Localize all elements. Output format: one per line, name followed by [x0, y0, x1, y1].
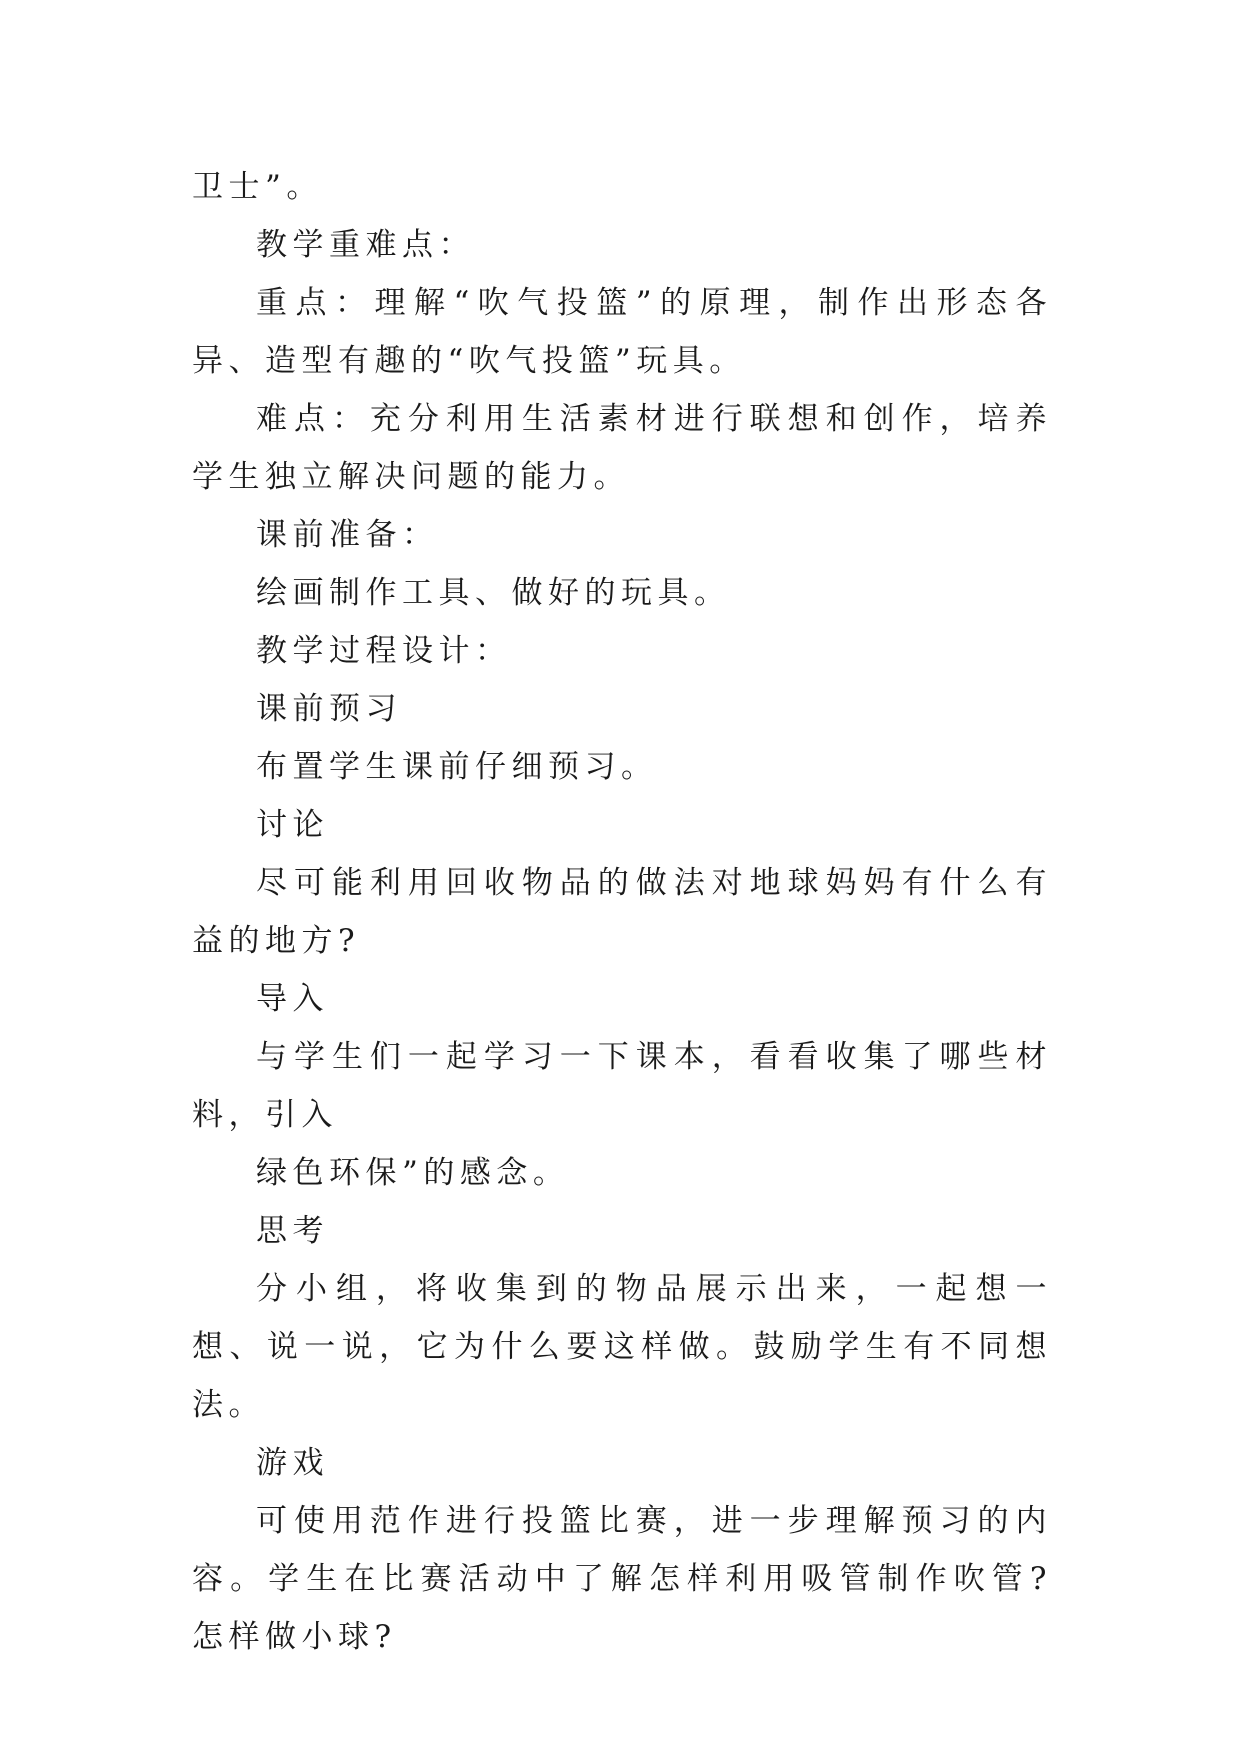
paragraph-thinking: 分小组，将收集到的物品展示出来，一起想一想、说一说，它为什么要这样做。鼓励学生有不同想法。 — [192, 1271, 1052, 1423]
paragraph-continuation: 卫士”。 — [192, 169, 323, 205]
heading-preparation: 课前准备： — [256, 517, 439, 553]
paragraph-game: 可使用范作进行投篮比赛，进一步理解预习的内容。学生在比赛活动中了解怎样利用吸管制作吹管?怎样做小球? — [192, 1503, 1052, 1655]
paragraph-introduction-continued: 绿色环保”的感念。 — [256, 1155, 570, 1191]
heading-game: 游戏 — [256, 1445, 329, 1481]
heading-discussion: 讨论 — [256, 807, 329, 843]
heading-thinking: 思考 — [256, 1213, 329, 1249]
document-body — [192, 158, 1052, 1666]
paragraph-introduction: 与学生们一起学习一下课本，看看收集了哪些材料，引入 — [192, 1039, 1052, 1133]
heading-introduction: 导入 — [256, 981, 329, 1017]
heading-key-difficult-points: 教学重难点： — [256, 227, 475, 263]
paragraph-preview: 布置学生课前仔细预习。 — [256, 749, 658, 785]
paragraph-discussion: 尽可能利用回收物品的做法对地球妈妈有什么有益的地方? — [192, 865, 1052, 959]
paragraph-difficult-point: 难点：充分利用生活素材进行联想和创作，培养学生独立解决问题的能力。 — [192, 401, 1052, 495]
paragraph-key-point: 重点：理解“吹气投篮”的原理，制作出形态各异、造型有趣的“吹气投篮”玩具。 — [192, 285, 1052, 379]
paragraph-preparation: 绘画制作工具、做好的玩具。 — [256, 575, 731, 611]
heading-preview: 课前预习 — [256, 691, 402, 727]
heading-teaching-process: 教学过程设计： — [256, 633, 512, 669]
